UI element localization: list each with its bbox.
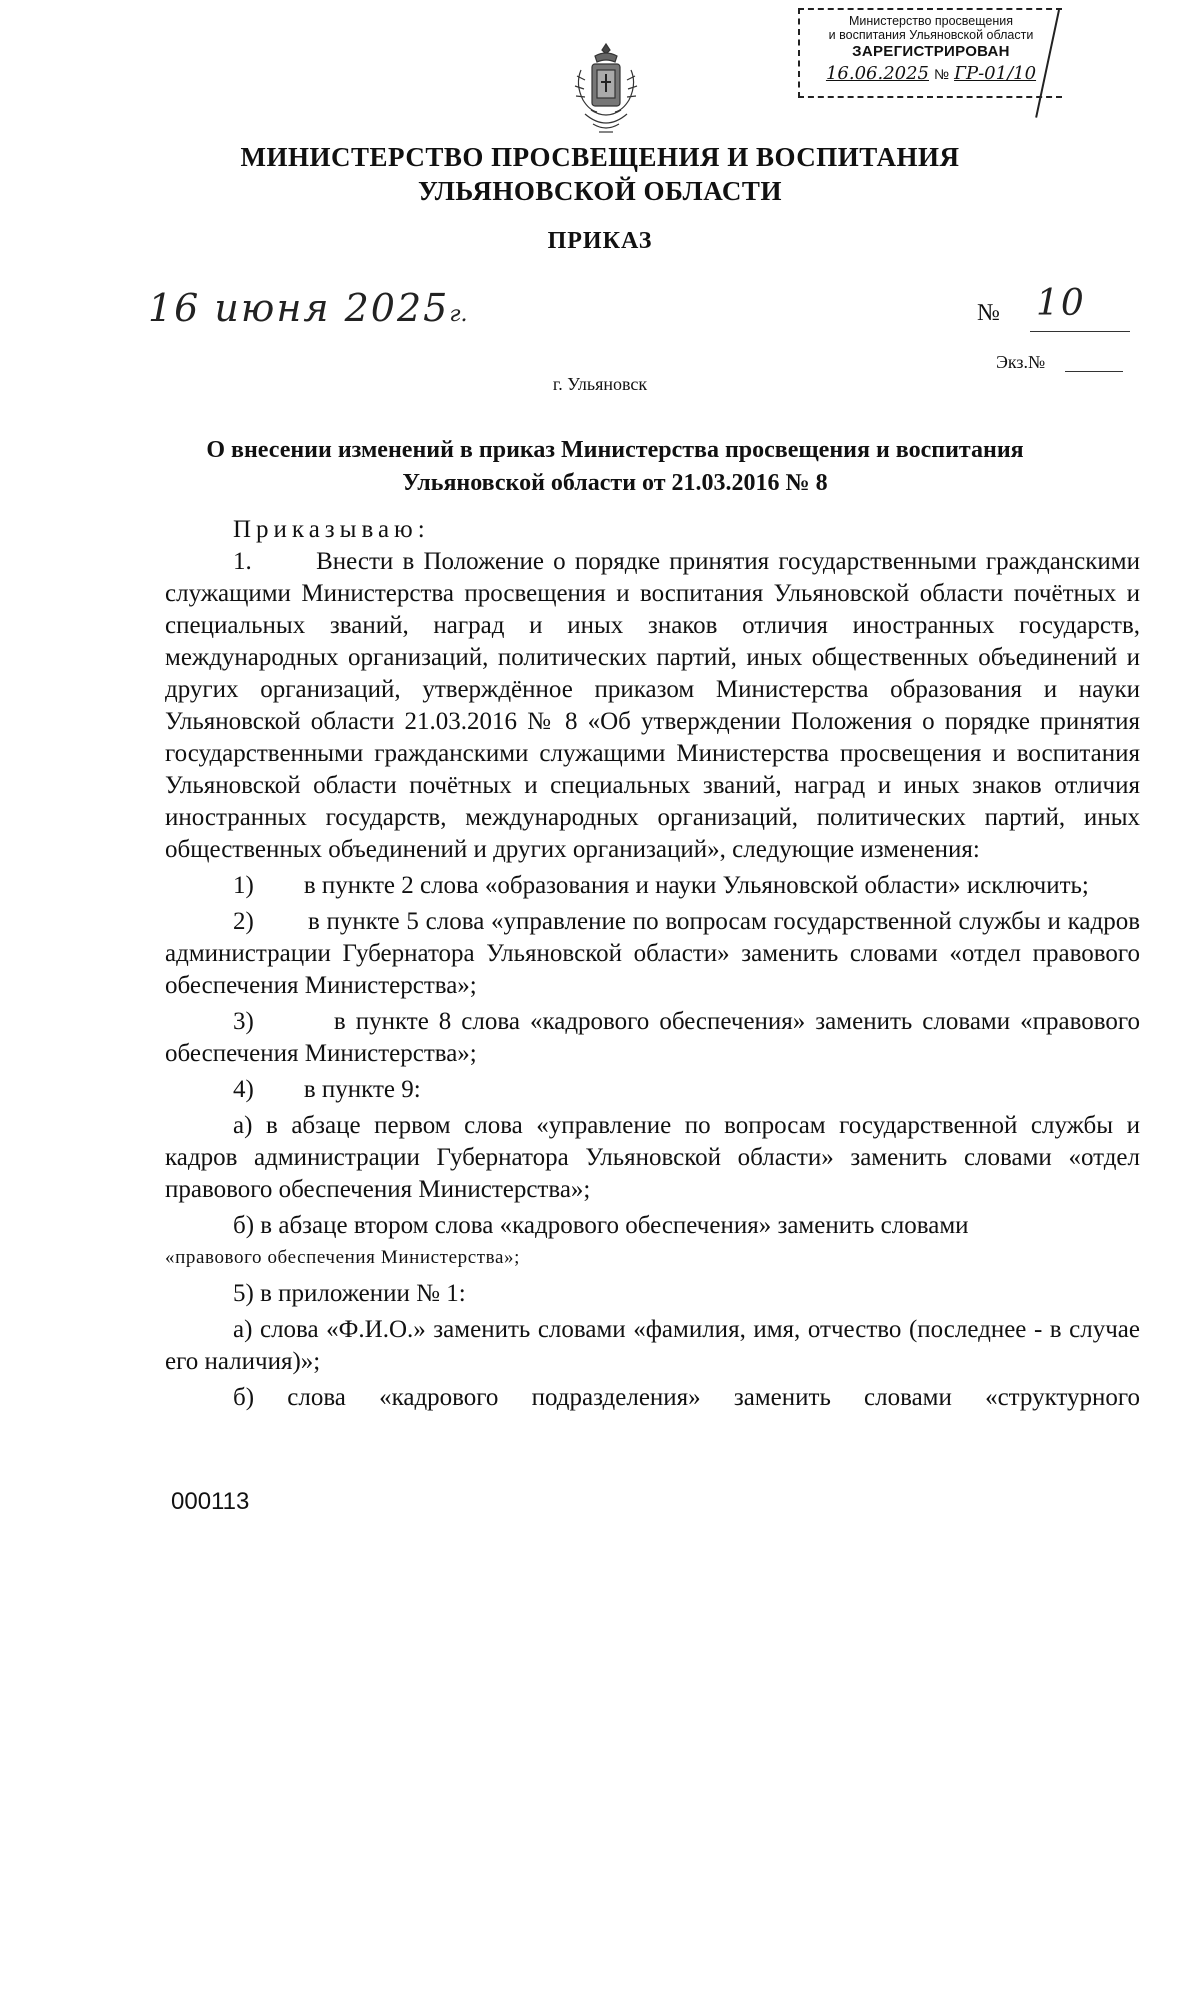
stamp-org-line2: и воспитания Ульяновской области — [828, 28, 1034, 42]
number-underline — [1030, 331, 1130, 332]
copy-number-label: Экз.№ — [996, 352, 1046, 372]
item-2 — [165, 906, 1140, 1002]
order-word: Приказываю: — [233, 516, 430, 543]
stamp-number: ГР-01/10 — [954, 63, 1037, 84]
item-3-number: 3) — [233, 1008, 254, 1035]
handwritten-date — [148, 286, 467, 330]
order-subject — [140, 434, 1090, 500]
item-4a: а) в абзаце первом слова «управление по вопросам государственной службы и кадров администрации Губернатора Ульяновской области» заменить словами «отдел правового обеспечения Министерства»; — [165, 1112, 1140, 1203]
city: г. Ульяновск — [552, 374, 648, 394]
ministry-name-line2: УЛЬЯНОВСКОЙ ОБЛАСТИ — [418, 176, 782, 206]
subject-line1: О внесении изменений в приказ Министерства просвещения и воспитания — [206, 437, 1024, 463]
item-1-number: 1) — [233, 872, 254, 899]
item-5a: а) слова «Ф.И.О.» заменить словами «фамилия, имя, отчество (последнее - в случае его наличия)»; — [165, 1316, 1140, 1375]
item-5b: б) слова «кадрового подразделения» заменить словами «структурного — [233, 1384, 1140, 1411]
registration-stamp — [798, 8, 1062, 98]
stamp-registration-row — [800, 62, 1062, 85]
stamp-date: 16.06.2025 — [825, 63, 929, 84]
handwritten-order-number: 10 — [1036, 283, 1086, 324]
copy-number-underline — [1065, 371, 1123, 372]
item-4b — [165, 1210, 1140, 1242]
item-4b-main: б) в абзаце втором слова «кадрового обеспечения» заменить словами — [233, 1212, 969, 1239]
item-4 — [165, 1074, 1140, 1106]
order-number-label: № — [977, 300, 1000, 326]
item-3-text: в пункте 8 слова «кадрового обеспечения» заменить словами «правового обеспечения Министерства»; — [165, 1008, 1141, 1067]
document-type: ПРИКАЗ — [547, 228, 653, 254]
item-1-text: в пункте 2 слова «образования и науки Ульяновской области» исключить; — [303, 872, 1089, 899]
subject-line2: Ульяновской области от 21.03.2016 № 8 — [402, 470, 828, 496]
coat-of-arms-emblem — [571, 40, 641, 140]
paragraph-1 — [165, 546, 1140, 866]
item-4-number: 4) — [233, 1076, 254, 1103]
date-suffix: г. — [449, 302, 468, 327]
handwritten-date-text: 16 июня 2025 — [148, 286, 450, 330]
item-2-text: в пункте 5 слова «управление по вопросам государственной службы и кадров администрации Губернатора Ульяновской области» заменить словами «отдел правового обеспечения Министерства»; — [165, 908, 1140, 999]
order-body — [165, 514, 1140, 1414]
item-1 — [165, 870, 1140, 902]
item-3 — [165, 1006, 1140, 1070]
item-5: 5) в приложении № 1: — [233, 1280, 466, 1307]
paragraph-1-number: 1. — [233, 548, 252, 575]
stamp-number-label: № — [934, 66, 950, 82]
item-2-number: 2) — [233, 908, 254, 935]
item-4b-tail: «правового обеспечения Министерства»; — [165, 1247, 520, 1268]
item-4-text: в пункте 9: — [303, 1076, 421, 1103]
document-code: 000113 — [171, 1488, 250, 1515]
paragraph-1-text: Внести в Положение о порядке принятия государственными гражданскими служащими Министерства просвещения и воспитания Ульяновской области почётных и специальных званий, наград и иных знаков отличия иностранных государств, международных организаций, политических партий, иных общественных объединений и других организаций, утверждённое приказом Министерства образования и науки Ульяновской области 21.03.2016 № 8 «Об утверждении Положения о порядке принятия государственными гражданскими служащими Министерства просвещения и воспитания Ульяновской области почётных и специальных званий, наград и иных знаков отличия иностранных государств, международных организаций, политических партий, иных общественных объединений и других организаций», следующие изменения: — [165, 548, 1140, 863]
stamp-status: ЗАРЕГИСТРИРОВАН — [852, 43, 1010, 60]
ministry-name-line1: МИНИСТЕРСТВО ПРОСВЕЩЕНИЯ И ВОСПИТАНИЯ — [240, 142, 960, 172]
stamp-org-line1: Министерство просвещения — [848, 14, 1014, 28]
